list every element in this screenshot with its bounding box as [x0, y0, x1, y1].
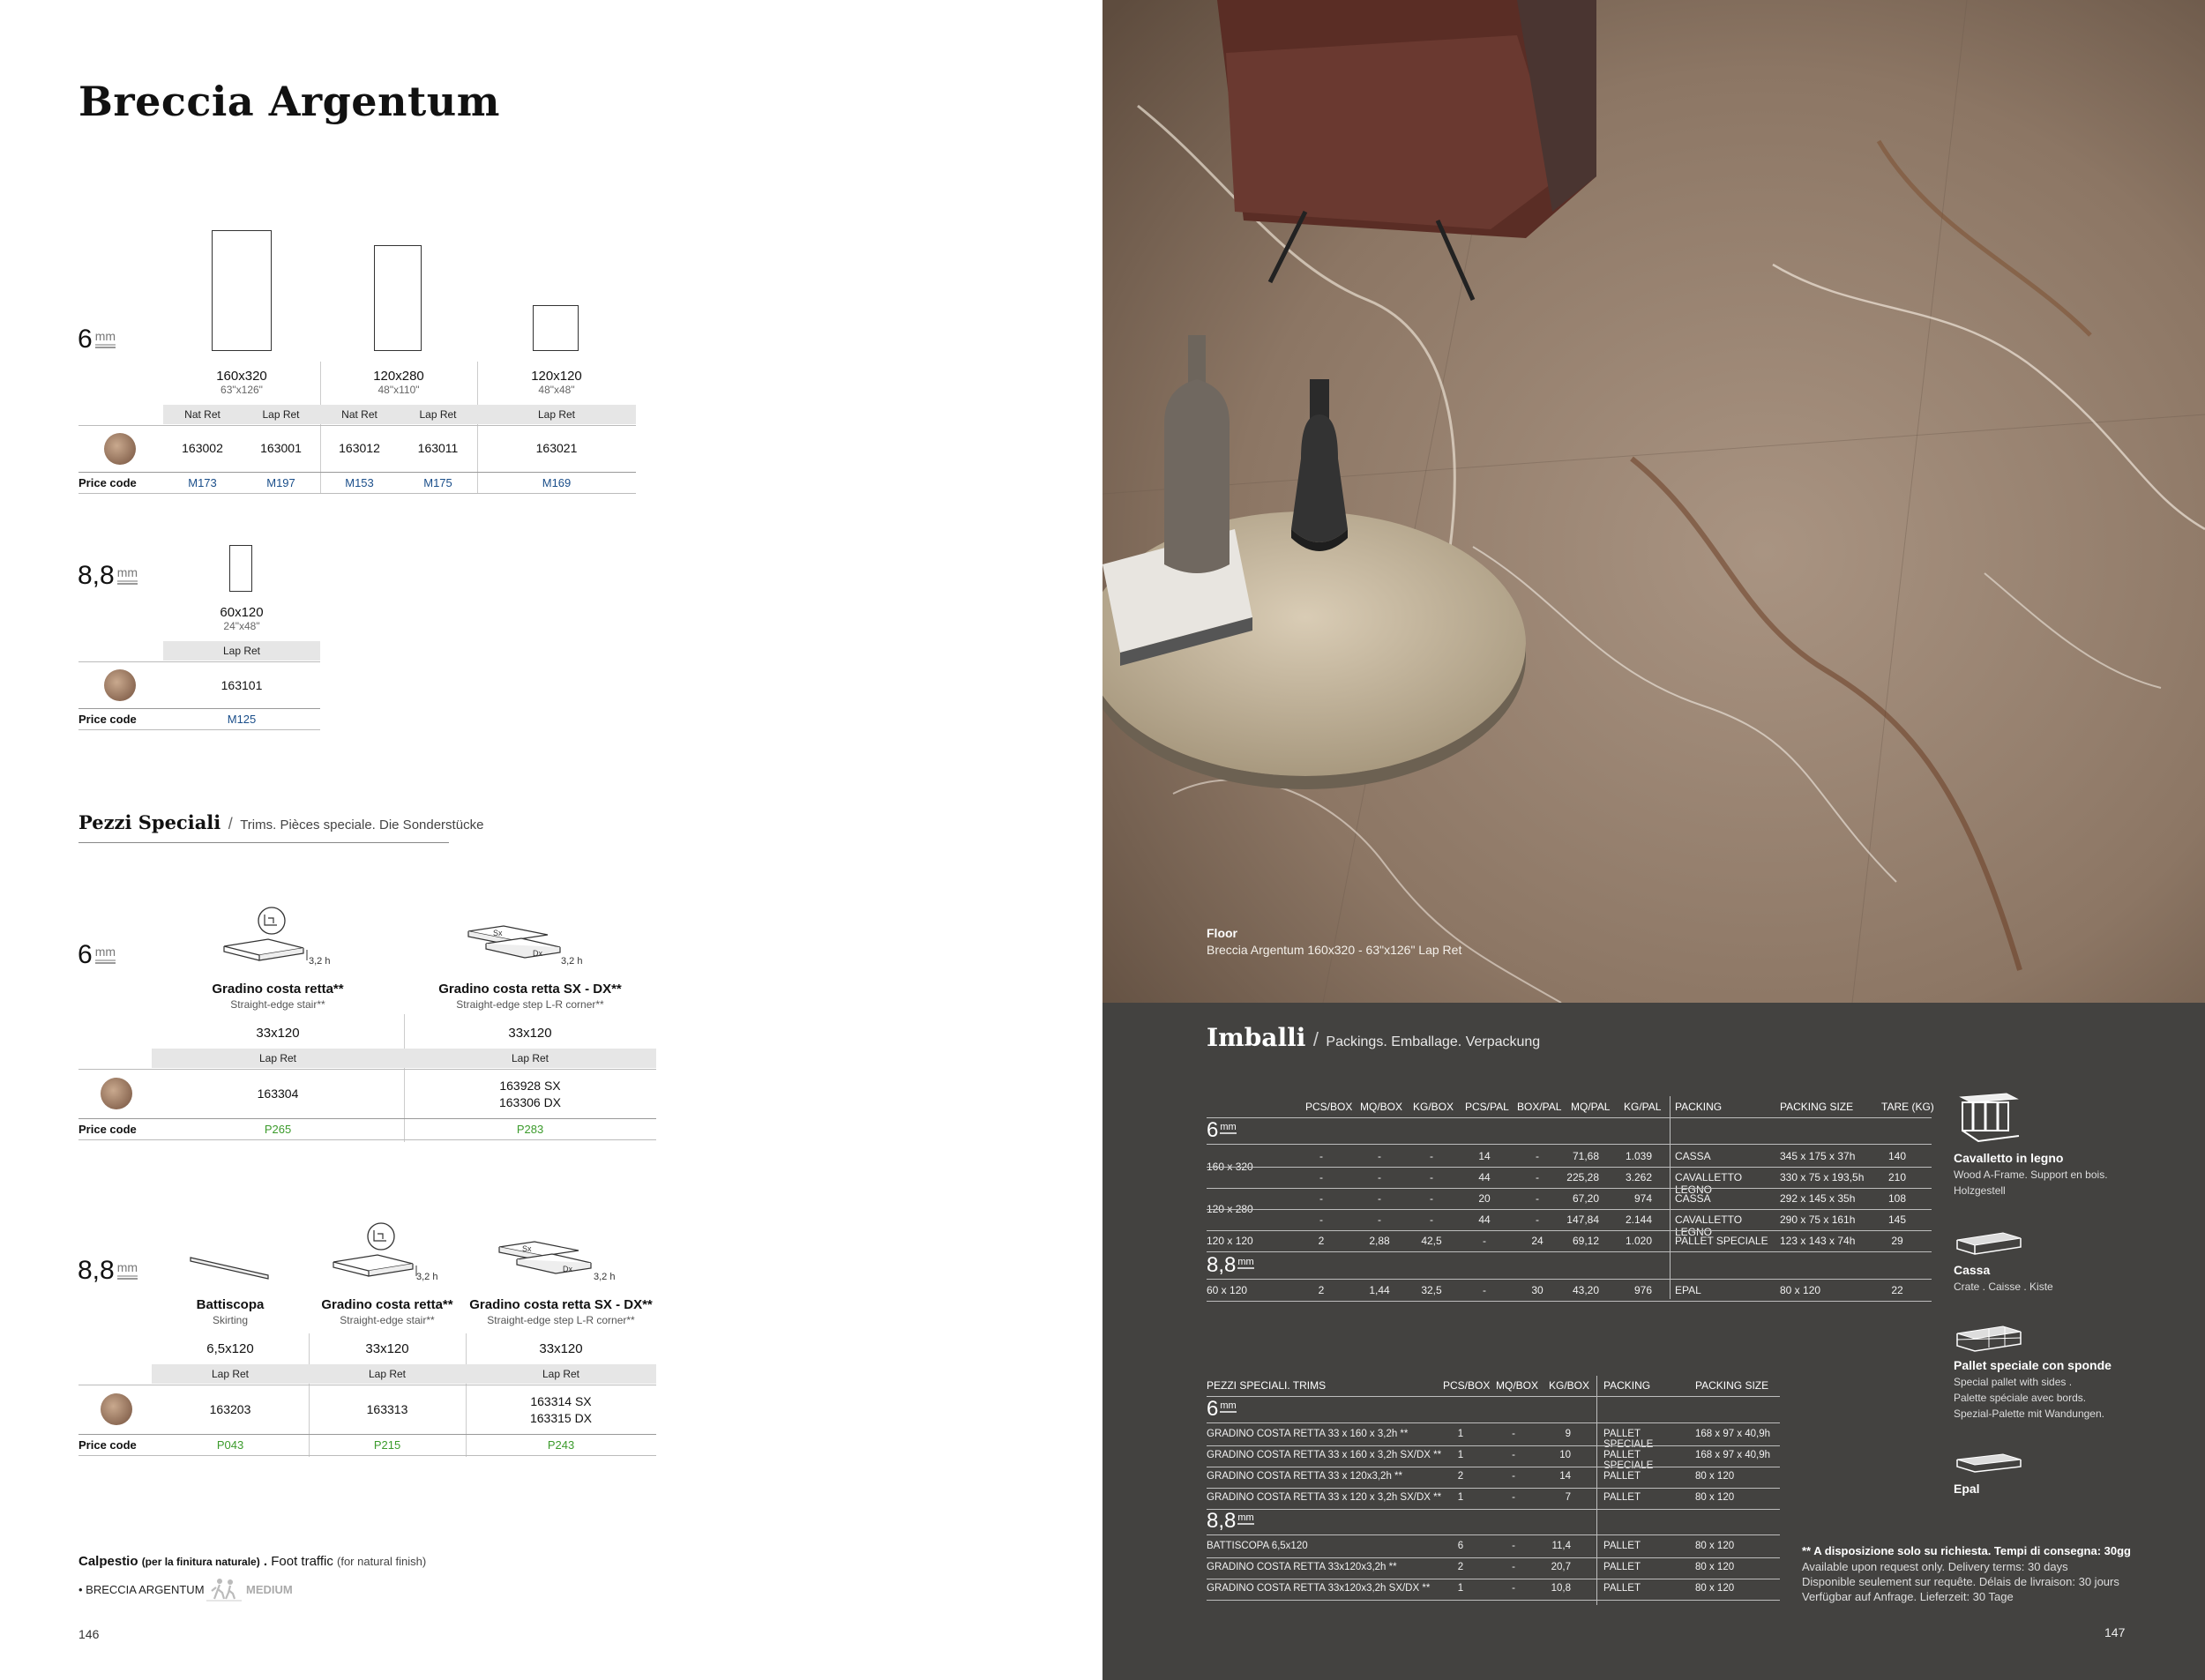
product-code: 163928 SX	[499, 1079, 561, 1093]
cell: -	[1512, 1492, 1515, 1503]
cell: -	[1378, 1150, 1381, 1162]
foot-traffic-icon	[206, 1577, 242, 1602]
height-label: 3,2 h	[561, 956, 583, 967]
divider	[78, 1455, 656, 1456]
col-header: PCS/PAL	[1465, 1101, 1509, 1113]
cell: -	[1536, 1192, 1539, 1205]
thickness-6mm-trims: 6 mm	[78, 940, 116, 969]
cell: 7	[1565, 1492, 1571, 1503]
finish-label: Nat Ret	[184, 408, 220, 421]
cell: 225,28	[1566, 1171, 1599, 1183]
trim-size: 33x120	[256, 1026, 300, 1041]
sx-label: Sx	[493, 929, 503, 937]
cell: -	[1319, 1150, 1323, 1162]
row-label: 60 x 120	[1207, 1284, 1248, 1296]
finish-label: Lap Ret	[511, 1052, 549, 1064]
sx-label: Sx	[522, 1244, 532, 1253]
cell: 1.020	[1625, 1235, 1652, 1247]
cell: -	[1536, 1171, 1539, 1183]
cell: EPAL	[1675, 1284, 1701, 1296]
color-swatch	[101, 1393, 132, 1425]
thickness-8-8mm-pack: 8,8 mm	[1207, 1253, 1254, 1277]
cell: 2,88	[1369, 1235, 1390, 1247]
cell: 345 x 175 x 37h	[1780, 1150, 1856, 1162]
cell: PALLET	[1603, 1583, 1641, 1594]
thickness-8-8mm-trims: 8,8 mm	[78, 1256, 138, 1285]
cell: -	[1512, 1583, 1515, 1594]
price-code: M169	[542, 476, 572, 489]
legend-title: Pallet speciale con sponde	[1954, 1358, 2112, 1372]
format-label-120x280: 120x280 48"x110"	[373, 369, 424, 396]
trim-size: 33x120	[539, 1341, 583, 1356]
divider	[1207, 1117, 1932, 1118]
finish-label: Lap Ret	[262, 408, 300, 421]
cell: 11,4	[1551, 1541, 1571, 1551]
cell: -	[1378, 1213, 1381, 1226]
cell: 14	[1559, 1471, 1571, 1482]
price-code: P265	[264, 1123, 292, 1136]
cell: -	[1536, 1213, 1539, 1226]
cell: 123 x 143 x 74h	[1780, 1235, 1856, 1247]
wood-a-frame-icon	[1954, 1092, 2024, 1143]
thickness-6mm-pack: 6 mm	[1207, 1118, 1237, 1142]
height-label: 3,2 h	[309, 956, 331, 967]
trim-name: Gradino costa retta** Straight-edge stair**	[321, 1297, 453, 1326]
cell: CASSA	[1675, 1192, 1711, 1205]
legend-line: Crate . Caisse . Kiste	[1954, 1281, 2053, 1293]
cell: -	[1512, 1562, 1515, 1572]
divider	[78, 708, 320, 709]
cell: 67,20	[1572, 1192, 1599, 1205]
cell: 69,12	[1572, 1235, 1599, 1247]
col-header: MQ/BOX	[1496, 1379, 1539, 1392]
finish-label: Lap Ret	[163, 641, 320, 661]
divider	[1207, 1301, 1932, 1302]
product-code: 163203	[209, 1402, 251, 1416]
legend-line: Palette spéciale avec bords.	[1954, 1392, 2087, 1404]
height-label: 3,2 h	[594, 1272, 616, 1282]
cell: 2	[1318, 1235, 1325, 1247]
cell: CAVALLETTO LEGNO	[1675, 1213, 1743, 1238]
divider	[78, 472, 636, 473]
cell: 1.039	[1625, 1150, 1652, 1162]
divider	[1207, 1230, 1932, 1231]
cell: PALLET SPECIALE	[1675, 1235, 1768, 1247]
thickness-6mm-trimpack: 6 mm	[1207, 1397, 1237, 1421]
finish-label: Lap Ret	[419, 408, 457, 421]
cell: -	[1319, 1192, 1323, 1205]
cell: PALLET	[1603, 1562, 1641, 1572]
cell: 80 x 120	[1780, 1284, 1821, 1296]
price-code: P043	[216, 1438, 244, 1452]
col-header: KG/PAL	[1624, 1101, 1662, 1113]
cell: 1	[1457, 1492, 1464, 1503]
page-title: Breccia Argentum	[78, 78, 500, 125]
corner-step-icon	[463, 924, 569, 968]
cell: GRADINO COSTA RETTA 33x120x3,2h **	[1207, 1562, 1397, 1572]
cell: 168 x 97 x 40,9h	[1695, 1450, 1771, 1460]
cell: 71,68	[1572, 1150, 1599, 1162]
col-header: PACKING	[1675, 1101, 1723, 1113]
cell: -	[1512, 1541, 1515, 1551]
divider	[1207, 1251, 1932, 1252]
divider	[1207, 1167, 1932, 1168]
cell: PALLET SPECIALE	[1603, 1429, 1654, 1450]
format-160x320-shape	[212, 230, 272, 351]
availability-note-line: Disponible seulement sur requête. Délais de livraison: 30 jours	[1802, 1575, 2119, 1588]
row-label: 160 x 320	[1207, 1161, 1253, 1173]
col-header: PCS/BOX	[1305, 1101, 1353, 1113]
divider	[477, 362, 478, 494]
divider	[1207, 1209, 1932, 1210]
cell: -	[1430, 1192, 1433, 1205]
col-header: MQ/BOX	[1360, 1101, 1403, 1113]
product-code: 163012	[339, 441, 380, 455]
row-label: 120 x 120	[1207, 1235, 1253, 1247]
finish-label: Lap Ret	[211, 1368, 250, 1380]
divider	[1670, 1096, 1671, 1299]
cell: 32,5	[1421, 1284, 1442, 1296]
legend-line: Spezial-Palette mit Wandungen.	[1954, 1407, 2104, 1420]
cell: 80 x 120	[1695, 1471, 1735, 1482]
product-code: 163011	[417, 441, 459, 455]
thickness-8-8mm-trimpack: 8,8 mm	[1207, 1509, 1254, 1533]
page-number-right: 147	[2104, 1625, 2126, 1639]
col-header: BOX/PAL	[1517, 1101, 1562, 1113]
color-swatch	[101, 1078, 132, 1109]
cell: GRADINO COSTA RETTA 33 x 120 x 3,2h SX/DX **	[1207, 1492, 1442, 1503]
cell: 1,44	[1369, 1284, 1390, 1296]
cell: -	[1536, 1150, 1539, 1162]
cell: 2.144	[1625, 1213, 1652, 1226]
cell: -	[1319, 1171, 1323, 1183]
divider	[78, 661, 320, 662]
cell: 20,7	[1551, 1562, 1571, 1572]
divider	[1207, 1144, 1932, 1145]
row-label: 120 x 280	[1207, 1203, 1253, 1215]
height-label: 3,2 h	[416, 1272, 438, 1282]
format-60x120-shape	[229, 545, 252, 592]
cell: GRADINO COSTA RETTA 33x120x3,2h SX/DX **	[1207, 1583, 1431, 1594]
trim-size: 6,5x120	[206, 1341, 254, 1356]
cell: 80 x 120	[1695, 1492, 1735, 1503]
divider	[78, 493, 636, 494]
divider	[78, 425, 636, 426]
cell: 43,20	[1572, 1284, 1599, 1296]
cell: 290 x 75 x 161h	[1780, 1213, 1856, 1226]
format-120x120-shape	[533, 305, 579, 351]
divider	[78, 842, 449, 843]
col-header: PCS/BOX	[1443, 1379, 1491, 1392]
legend-line: Wood A-Frame. Support en bois.	[1954, 1169, 2108, 1181]
cell: CASSA	[1675, 1150, 1711, 1162]
cell: -	[1319, 1213, 1323, 1226]
divider	[1207, 1488, 1780, 1489]
cell: -	[1512, 1471, 1515, 1482]
format-label-60x120: 60x120 24"x48"	[220, 605, 264, 632]
cell: 14	[1478, 1150, 1491, 1162]
trim-name: Gradino costa retta SX - DX** Straight-edge step L-R corner**	[469, 1297, 653, 1326]
price-code-label: Price code	[78, 713, 137, 726]
cell: 20	[1478, 1192, 1491, 1205]
cell: 6	[1457, 1541, 1464, 1551]
product-code: 163304	[257, 1086, 299, 1101]
cell: -	[1483, 1235, 1486, 1247]
product-code: 163306 DX	[498, 1095, 562, 1109]
col-header: KG/BOX	[1413, 1101, 1454, 1113]
divider	[78, 1118, 656, 1119]
divider	[1207, 1445, 1780, 1446]
product-code: 163001	[260, 441, 302, 455]
floor-photo-image	[1102, 0, 2205, 1003]
cell: 80 x 120	[1695, 1562, 1735, 1572]
cell: 44	[1478, 1213, 1491, 1226]
page-number-left: 146	[78, 1627, 100, 1641]
trim-name: Gradino costa retta SX - DX** Straight-edge step L-R corner**	[438, 982, 622, 1011]
divider	[1207, 1600, 1780, 1601]
cell: 1	[1457, 1429, 1464, 1439]
format-120x280-shape	[374, 245, 422, 351]
cell: 168 x 97 x 40,9h	[1695, 1429, 1771, 1439]
col-header: KG/BOX	[1549, 1379, 1590, 1392]
cell: 108	[1887, 1192, 1907, 1205]
product-code: 163002	[182, 441, 223, 455]
trim-name: Battiscopa Skirting	[196, 1297, 265, 1326]
cell: 22	[1891, 1284, 1903, 1296]
cell: 292 x 145 x 35h	[1780, 1192, 1856, 1205]
product-code: 163313	[366, 1402, 408, 1416]
divider	[1207, 1422, 1780, 1423]
price-code: P215	[373, 1438, 401, 1452]
price-code: M197	[266, 476, 295, 489]
cell: -	[1483, 1284, 1486, 1296]
availability-note-line: Verfügbar auf Anfrage. Lieferzeit: 30 Tage	[1802, 1590, 2014, 1603]
trims-heading: Pezzi Speciali / Trims. Pièces speciale. Die Sonderstücke	[78, 811, 484, 833]
divider	[1207, 1396, 1780, 1397]
skirting-icon	[185, 1251, 273, 1286]
finish-label: Lap Ret	[258, 1052, 297, 1064]
divider	[1207, 1509, 1780, 1510]
trim-size: 33x120	[365, 1341, 409, 1356]
cell: 976	[1633, 1284, 1652, 1296]
cell: 2	[1318, 1284, 1325, 1296]
cell: 147,84	[1566, 1213, 1599, 1226]
photo-caption-text: Breccia Argentum 160x320 - 63"x126" Lap Ret	[1207, 943, 1462, 957]
cell: GRADINO COSTA RETTA 33 x 120x3,2h **	[1207, 1471, 1402, 1482]
cell: CAVALLETTO LEGNO	[1675, 1171, 1743, 1196]
dx-label: Dx	[533, 949, 542, 958]
format-label-120x120: 120x120 48"x48"	[531, 369, 582, 396]
product-code: 163315 DX	[529, 1411, 593, 1425]
legend-title: Cavalletto in legno	[1954, 1151, 2064, 1165]
cell: 80 x 120	[1695, 1541, 1735, 1551]
trim-name: Gradino costa retta** Straight-edge stair**	[212, 982, 344, 1011]
price-code-label: Price code	[78, 1123, 137, 1136]
price-code: M153	[345, 476, 374, 489]
cell: -	[1430, 1171, 1433, 1183]
cell: 3.262	[1625, 1171, 1652, 1183]
availability-note-line: Available upon request only. Delivery terms: 30 days	[1802, 1560, 2068, 1573]
cell: 974	[1633, 1192, 1652, 1205]
crate-icon	[1954, 1228, 2024, 1258]
cell: 1	[1457, 1450, 1464, 1460]
price-code-label: Price code	[78, 1438, 137, 1452]
col-header: MQ/PAL	[1571, 1101, 1611, 1113]
cell: 210	[1887, 1171, 1907, 1183]
cell: -	[1430, 1150, 1433, 1162]
corner-step-icon	[494, 1240, 600, 1284]
divider	[1207, 1188, 1932, 1189]
price-code-label: Price code	[78, 476, 137, 489]
price-code: M125	[227, 713, 257, 726]
col-header: PACKING SIZE	[1780, 1101, 1854, 1113]
col-header: PACKING SIZE	[1695, 1379, 1769, 1392]
product-code: 163101	[220, 678, 263, 692]
color-swatch	[104, 433, 136, 465]
product-code: 163314 SX	[530, 1394, 592, 1408]
floor-photo	[1102, 0, 2205, 1003]
packings-heading: Imballi / Packings. Emballage. Verpackung	[1207, 1023, 1541, 1052]
format-label-160x320: 160x320 63"x126"	[216, 369, 267, 396]
divider	[78, 729, 320, 730]
finish-label: Lap Ret	[537, 408, 576, 421]
cell: 42,5	[1421, 1235, 1442, 1247]
special-pallet-icon	[1954, 1323, 2024, 1353]
photo-caption-title: Floor	[1207, 926, 1237, 940]
col-header: PEZZI SPECIALI. TRIMS	[1207, 1379, 1327, 1392]
divider	[78, 1434, 656, 1435]
availability-note-title: ** A disposizione solo su richiesta. Tempi di consegna: 30gg	[1802, 1544, 2131, 1557]
color-swatch	[104, 669, 136, 701]
cell: PALLET SPECIALE	[1603, 1450, 1654, 1471]
legend-title: Cassa	[1954, 1263, 1991, 1277]
cell: 80 x 120	[1695, 1583, 1735, 1594]
divider	[1207, 1557, 1780, 1558]
finish-label: Nat Ret	[341, 408, 377, 421]
cell: GRADINO COSTA RETTA 33 x 160 x 3,2h SX/DX **	[1207, 1450, 1442, 1460]
dx-label: Dx	[563, 1265, 572, 1273]
finish-label: Lap Ret	[368, 1368, 407, 1380]
cell: -	[1430, 1213, 1433, 1226]
cell: 330 x 75 x 193,5h	[1780, 1171, 1865, 1183]
legend-line: Holzgestell	[1954, 1184, 2006, 1197]
legend-title: Epal	[1954, 1482, 1980, 1496]
divider	[1207, 1279, 1932, 1280]
cell: 1	[1457, 1583, 1464, 1594]
cell: BATTISCOPA 6,5x120	[1207, 1541, 1308, 1551]
cell: -	[1378, 1171, 1381, 1183]
cell: 29	[1891, 1235, 1903, 1247]
cell: 9	[1565, 1429, 1571, 1439]
price-code: P283	[516, 1123, 544, 1136]
cell: -	[1378, 1192, 1381, 1205]
cell: GRADINO COSTA RETTA 33 x 160 x 3,2h **	[1207, 1429, 1409, 1439]
foot-traffic-label: Calpestio (per la finitura naturale) . Foot traffic (for natural finish)	[78, 1554, 427, 1569]
cell: 44	[1478, 1171, 1491, 1183]
col-header: PACKING	[1603, 1379, 1651, 1392]
thickness-8-8mm: 8,8 mm	[78, 561, 138, 590]
cell: 2	[1457, 1562, 1464, 1572]
price-code: M173	[188, 476, 217, 489]
cell: 140	[1887, 1150, 1907, 1162]
foot-traffic-item: • BRECCIA ARGENTUM	[78, 1583, 205, 1596]
col-header: TARE (KG)	[1881, 1101, 1934, 1113]
cell: PALLET	[1603, 1541, 1641, 1551]
divider	[78, 1069, 656, 1070]
cell: 10,8	[1551, 1583, 1571, 1594]
product-code: 163021	[535, 441, 578, 455]
trim-size: 33x120	[508, 1026, 552, 1041]
cell: -	[1512, 1429, 1515, 1439]
cell: 145	[1887, 1213, 1907, 1226]
divider	[78, 1139, 656, 1140]
legend-line: Special pallet with sides .	[1954, 1376, 2073, 1388]
cell: -	[1512, 1450, 1515, 1460]
price-code: M175	[423, 476, 452, 489]
cell: 24	[1531, 1235, 1544, 1247]
cell: 10	[1559, 1450, 1571, 1460]
divider	[1207, 1534, 1780, 1535]
cell: 2	[1457, 1471, 1464, 1482]
divider	[320, 362, 321, 494]
cell: PALLET	[1603, 1492, 1641, 1503]
divider	[1596, 1376, 1597, 1605]
cell: PALLET	[1603, 1471, 1641, 1482]
finish-label: Lap Ret	[542, 1368, 580, 1380]
epal-icon	[1954, 1451, 2024, 1475]
foot-traffic-level: MEDIUM	[246, 1583, 293, 1596]
price-code: P243	[547, 1438, 575, 1452]
cell: 30	[1531, 1284, 1544, 1296]
thickness-6mm: 6 mm	[78, 325, 116, 354]
